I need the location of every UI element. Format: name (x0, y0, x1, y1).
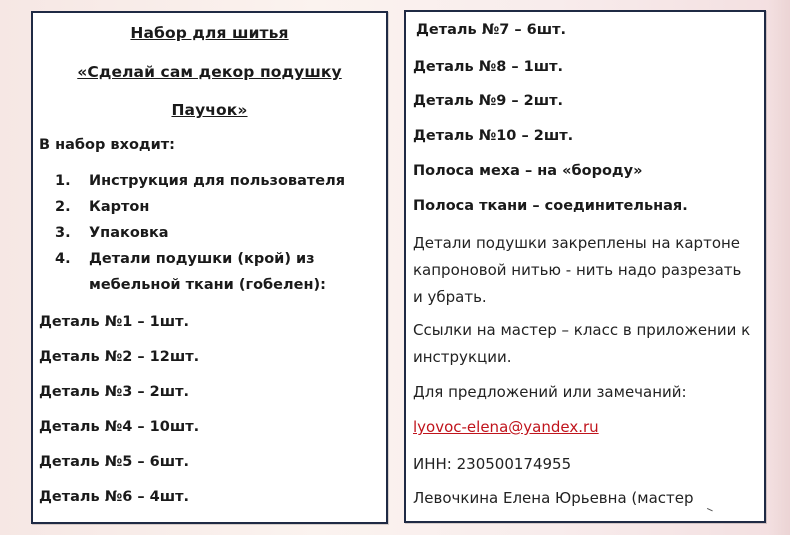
kit-intro-text: В набор входит: (39, 137, 175, 153)
list-item-instruction: Инструкция для пользователя (89, 173, 346, 189)
links-text-line-1: Ссылки на мастер – класс в приложении к (413, 321, 751, 339)
detail-line: Деталь №5 – 6шт. (39, 454, 190, 470)
list-number: 1. (55, 173, 71, 189)
list-item-packaging: Упаковка (89, 225, 169, 241)
detail-line: Деталь №3 – 2шт. (39, 384, 190, 400)
stray-mark (705, 508, 713, 515)
feedback-text: Для предложений или замечаний: (413, 383, 687, 401)
fabric-strip-line: Полоса ткани – соединительная. (413, 198, 688, 214)
detail-line: Деталь №4 – 10шт. (39, 419, 200, 435)
list-item-pillow-parts-line-1: Детали подушки (крой) из (89, 251, 315, 267)
list-number: 2. (55, 199, 71, 215)
email-link[interactable]: lyovoc-elena@yandex.ru (413, 418, 599, 436)
note-text-line-1: Детали подушки закреплены на картоне (413, 234, 741, 252)
page-background-edge (768, 0, 790, 535)
fur-strip-line: Полоса меха – на «бороду» (413, 163, 643, 179)
list-item-cardboard: Картон (89, 199, 150, 215)
kit-title-line-1: Набор для шитья (130, 24, 289, 42)
kit-title-line-2: «Сделай сам декор подушку (77, 63, 342, 81)
note-text-line-3: и убрать. (413, 288, 487, 306)
kit-contents-panel (31, 11, 388, 524)
kit-title-line-3: Паучок» (171, 101, 248, 119)
detail-line: Деталь №10 – 2шт. (413, 128, 574, 144)
list-number: 4. (55, 251, 71, 267)
inn-text: ИНН: 230500174955 (413, 455, 572, 473)
detail-line: Деталь №6 – 4шт. (39, 489, 190, 505)
detail-line: Деталь №8 – 1шт. (413, 59, 564, 75)
list-item-pillow-parts-line-2: мебельной ткани (гобелен): (89, 277, 326, 293)
detail-line: Деталь №1 – 1шт. (39, 314, 190, 330)
note-text-line-2: капроновой нитью - нить надо разрезать (413, 261, 742, 279)
detail-line: Деталь №7 – 6шт. (416, 22, 567, 38)
detail-line: Деталь №2 – 12шт. (39, 349, 200, 365)
links-text-line-2: инструкции. (413, 348, 512, 366)
detail-line: Деталь №9 – 2шт. (413, 93, 564, 109)
author-text: Левочкина Елена Юрьевна (мастер (413, 489, 694, 507)
list-number: 3. (55, 225, 71, 241)
kit-details-panel (404, 10, 766, 523)
